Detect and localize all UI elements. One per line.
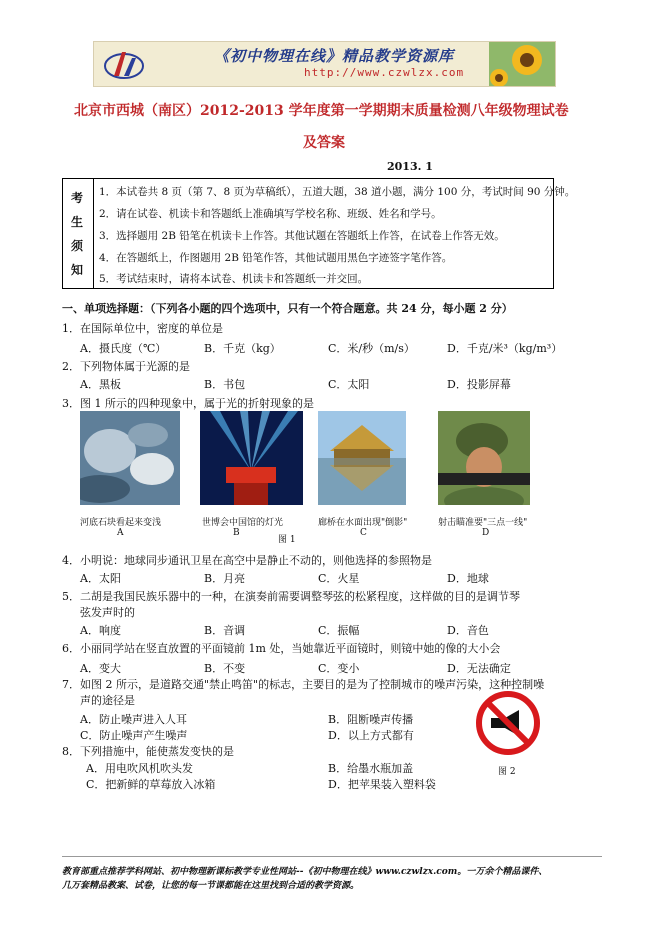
question-3-stem: 3．图 1 所示的四种现象中，属于光的折射现象的是 (62, 397, 314, 410)
question-7-stem-cont: 声的途径是 (80, 694, 135, 707)
question-4-option-c: C．火星 (318, 572, 360, 585)
no-honking-sign-icon (475, 690, 541, 756)
photo-river-stones (80, 411, 180, 505)
photo-soldier-aiming (438, 411, 530, 505)
question-2-option-b: B．书包 (204, 378, 246, 391)
question-2-stem: 2．下列物体属于光源的是 (62, 360, 190, 373)
question-5-option-a: A．响度 (80, 624, 121, 637)
question-4-option-b: B．月亮 (204, 572, 246, 585)
question-6-option-d: D．无法确定 (447, 662, 511, 675)
question-4-option-a: A．太阳 (80, 572, 121, 585)
notice-item: 1．本试卷共 8 页（第 7、8 页为草稿纸），五道大题，38 道小题，满分 100 分，考试时间 90 分钟。 (99, 186, 576, 198)
figure-1-letter-c: C (360, 528, 367, 538)
notice-heading-char: 生 (71, 215, 84, 229)
notice-heading-char: 须 (71, 239, 84, 253)
section-heading: 一、单项选择题：（下列各小题的四个选项中，只有一个符合题意。共 24 分，每小题 2 分） (62, 302, 513, 315)
exam-title: 北京市西城（南区）2012-2013 学年度第一学期期末质量检测八年级物理试卷 (74, 103, 569, 119)
notice-heading-char: 知 (71, 263, 84, 277)
figure-1-letter-b: B (233, 528, 240, 538)
notice-heading (63, 179, 94, 288)
figure-1-caption-b: 世博会中国馆的灯光 (202, 518, 284, 528)
notice-item: 3．选择题用 2B 铅笔在机读卡上作答。其他试题在答题纸上作答，在试卷上作答无效。 (99, 230, 505, 242)
sunflower-icon (489, 42, 555, 86)
question-1-option-b: B．千克（kg） (204, 342, 281, 355)
figure-1-caption-a: 河底石块看起来变浅 (80, 518, 162, 528)
notice-item: 5．考试结束时，请将本试卷、机读卡和答题纸一并交回。 (99, 273, 369, 285)
question-1-option-c: C．米/秒（m/s） (328, 342, 415, 355)
question-2-option-d: D．投影屏幕 (447, 378, 511, 391)
exam-date: 2013. 1 (387, 160, 433, 173)
question-7-stem: 7．如图 2 所示，是道路交通"禁止鸣笛"的标志，主要目的是为了控制城市的噪声污染，这种控制噪 (62, 678, 545, 691)
figure-1-letter-a: A (117, 528, 124, 538)
banner-url[interactable]: http://www.czwlzx.com (304, 66, 465, 79)
photo-expo-china-pavilion (200, 411, 303, 505)
question-4-option-d: D．地球 (447, 572, 489, 585)
question-8-option-c: C．把新鲜的草莓放入冰箱 (86, 778, 216, 791)
question-8-option-b: B．给墨水瓶加盖 (328, 762, 414, 775)
question-8-stem: 8．下列措施中，能使蒸发变快的是 (62, 745, 234, 758)
question-7-option-a: A．防止噪声进入人耳 (80, 713, 187, 726)
question-1-option-a: A．摄氏度（℃） (80, 342, 167, 355)
question-7-option-d: D．以上方式都有 (328, 729, 414, 742)
notice-heading-char: 考 (71, 191, 84, 205)
photo-bridge-reflection (318, 411, 406, 505)
question-8-option-d: D．把苹果装入塑料袋 (328, 778, 436, 791)
question-5-option-b: B．音调 (204, 624, 246, 637)
site-logo-icon (102, 46, 146, 82)
question-8-option-a: A．用电吹风机吹头发 (86, 762, 193, 775)
question-2-option-a: A．黑板 (80, 378, 121, 391)
footer-line: 教育部重点推荐学科网站、初中物理新课标教学专业性网站--《初中物理在线》www.czwlzx.com。一万余个精品课件、 (62, 867, 548, 877)
question-5-option-d: D．音色 (447, 624, 489, 637)
question-6-option-a: A．变大 (80, 662, 121, 675)
notice-item: 4．在答题纸上，作图题用 2B 铅笔作答，其他试题用黑色字迹签字笔作答。 (99, 252, 453, 264)
notice-item: 2．请在试卷、机读卡和答题纸上准确填写学校名称、班级、姓名和学号。 (99, 208, 442, 220)
question-4-stem: 4．小明说：地球同步通讯卫星在高空中是静止不动的，则他选择的参照物是 (62, 554, 432, 567)
banner-title: 《初中物理在线》精品教学资源库 (214, 47, 455, 65)
figure-1-caption-c: 廊桥在水面出现"倒影" (318, 518, 408, 528)
question-5-option-c: C．振幅 (318, 624, 360, 637)
question-1-option-d: D．千克/米³（kg/m³） (447, 342, 563, 355)
question-7-option-b: B．阻断噪声传播 (328, 713, 414, 726)
question-1-stem: 1．在国际单位中，密度的单位是 (62, 322, 223, 335)
footer-divider (62, 856, 602, 857)
question-5-stem-cont: 弦发声时的 (80, 606, 135, 619)
question-7-option-c: C．防止噪声产生噪声 (80, 729, 188, 742)
figure-1-caption-d: 射击瞄准要"三点一线" (438, 518, 528, 528)
question-6-option-c: C．变小 (318, 662, 360, 675)
question-5-stem: 5．二胡是我国民族乐器中的一种，在演奏前需要调整琴弦的松紧程度，这样做的目的是调节琴 (62, 590, 520, 603)
question-6-option-b: B．不变 (204, 662, 246, 675)
figure-1-letter-d: D (482, 528, 490, 538)
question-2-option-c: C．太阳 (328, 378, 370, 391)
question-6-stem: 6．小丽同学站在竖直放置的平面镜前 1m 处，当她靠近平面镜时，则镜中她的像的大小会 (62, 642, 501, 655)
exam-title-suffix: 及答案 (303, 135, 345, 151)
footer-line: 几万套精品教案、试卷，让您的每一节课都能在这里找到合适的教学资源。 (62, 881, 360, 891)
candidate-notice-table (62, 178, 576, 289)
figure-1-label: 图 1 (278, 535, 296, 545)
figure-2-label: 图 2 (498, 767, 516, 777)
banner (93, 41, 556, 87)
